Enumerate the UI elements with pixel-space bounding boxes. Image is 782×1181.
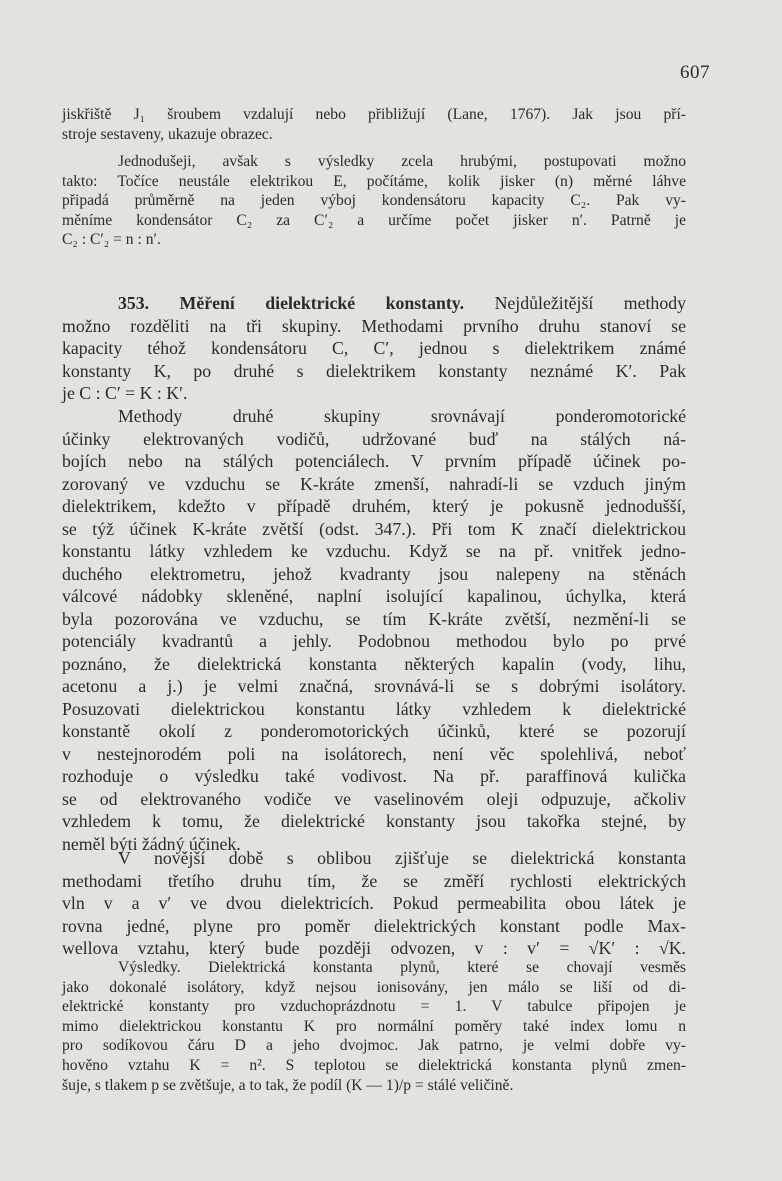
text-line: připadá průměrně na jeden výboj kondensátoru kapacity C₂. Pak vy- [62, 192, 686, 210]
paragraph-5 [62, 847, 686, 960]
text-line: hověno vztahu K = n². S teplotou se dielektrická konstanta plynů zmen- [62, 1056, 686, 1074]
text-line: v nestejnorodém poli na isolátorech, není věc spolehlivá, neboť [62, 743, 686, 764]
text-line: duchého elektrometru, jehož kvadranty jsou nalepeny na stěnách [62, 563, 686, 584]
text-line: potenciály kvadrantů a jehly. Podobnou methodou bylo po prvé [62, 631, 686, 651]
text-line: šuje, s tlakem p se zvětšuje, a to tak, že podíl (K — 1)/p = stálé veličině. [62, 1076, 514, 1094]
text-line: konstantu látky vzhledem ke vzduchu. Když se na př. vnitřek jedno- [62, 541, 686, 561]
paragraph-4 [62, 405, 686, 855]
heading-continuation: Nejdůležitější methody [494, 293, 686, 313]
text-line: rozhoduje o výsledku také vodivost. Na př. paraffinová kulička [62, 766, 686, 786]
text-line: zorovaný ve vzduchu se K-kráte zmenší, nahradí-li se vzduch jiným [62, 473, 686, 494]
text-line: Methody druhé skupiny srovnávají ponderomotorické [118, 406, 686, 426]
section-353 [62, 292, 686, 405]
text-line: mimo dielektrickou konstantu K pro normální poměry také index lomu n [62, 1017, 686, 1035]
text-line: dielektrikem, kdežto v případě druhém, který je pokusně jednodušší, [62, 496, 686, 516]
text-line: se od elektrovaného vodiče ve vaselinovém oleji odpuzuje, ačkoliv [62, 788, 686, 809]
section-heading: 353. Měření dielektrické konstanty. [118, 293, 465, 313]
text-line: měníme kondensátor C₂ za C′₂ a určíme počet jisker n′. Patrně je [62, 211, 686, 229]
text-line: bojích nebo na stálých potenciálech. V prvním případě účinek po- [62, 451, 686, 471]
text-line: Posuzovati dielektrickou konstantu látky vzhledem k dielektrické [62, 698, 686, 719]
text-line: takto: Točíce neustále elektrikou E, počítáme, kolik jisker (n) měrné láhve [62, 172, 686, 190]
text-line: jako dokonalé isolátory, když nejsou ionisovány, jen málo se liší od di- [62, 978, 686, 996]
text-line: byla pozorována ve vzduchu, se tím K-kráte zvětší, nezmění-li se [62, 608, 686, 629]
text-line: vzhledem k tomu, že dielektrické konstanty jsou takořka stejné, by [62, 811, 686, 831]
text-line: je C : C′ = K : K′. [62, 383, 188, 403]
text-line: acetonu a j.) je velmi značná, srovnává-li se s dobrými isolátory. [62, 676, 686, 696]
paragraph-2 [62, 152, 686, 250]
text-line: Jednodušeji, avšak s výsledky zcela hrubými, postupovati možno [118, 153, 686, 170]
text-line: elektrické konstanty pro vzduchoprázdnotu = 1. V tabulce připojen je [62, 998, 686, 1016]
text-line: účinky elektrovaných vodičů, udržované buď na stálých ná- [62, 428, 686, 449]
text-line: stroje sestaveny, ukazuje obrazec. [62, 125, 273, 143]
text-line: vln v a v′ ve dvou dielektricích. Pokud permeabilita obou látek je [62, 893, 686, 913]
text-line: pro sodíkovou čáru D a jeho dvojmoc. Jak patrno, je velmi dobře vy- [62, 1037, 686, 1055]
text-line: válcové nádobky skleněné, naplní isolující kapalinou, úchylka, která [62, 586, 686, 606]
text-line: konstantě okolí z ponderomotorických účinků, které se pozorují [62, 721, 686, 741]
text-line: V novější době s oblibou zjišťuje se dielektrická konstanta [118, 848, 686, 868]
paragraph-6 [62, 958, 686, 1095]
paragraph-1 [62, 105, 686, 144]
text-line: kapacity téhož kondensátoru C, C′, jednou s dielektrikem známé [62, 338, 686, 358]
text-line: konstanty K, po druhé s dielektrikem konstanty neznámé K′. Pak [62, 360, 686, 381]
text-line: C₂ : C′₂ = n : n′. [62, 231, 161, 249]
text-line: Výsledky. Dielektrická konstanta plynů, které se chovají vesměs [118, 959, 686, 976]
text-line: možno rozděliti na tři skupiny. Methodami prvního druhu stanoví se [62, 315, 686, 336]
text-line: se týž účinek K-kráte zvětší (odst. 347.). Při tom K značí dielektrickou [62, 518, 686, 539]
text-line: methodami třetího druhu tím, že se změří rychlosti elektrických [62, 870, 686, 891]
text-line: poznáno, že dielektrická konstanta některých kapalin (vody, lihu, [62, 653, 686, 674]
text-line: jiskřiště J₁ šroubem vzdalují nebo přibližují (Lane, 1767). Jak jsou pří- [62, 106, 686, 123]
text-line: rovna jedné, plyne pro poměr dielektrických konstant podle Max- [62, 915, 686, 936]
page-number: 607 [680, 62, 710, 83]
text-line: neměl býti žádný účinek. [62, 833, 241, 854]
text-line: wellova vztahu, který bude později odvozen, v : v′ = √K′ : √K. [62, 938, 686, 958]
text-line [62, 292, 686, 315]
